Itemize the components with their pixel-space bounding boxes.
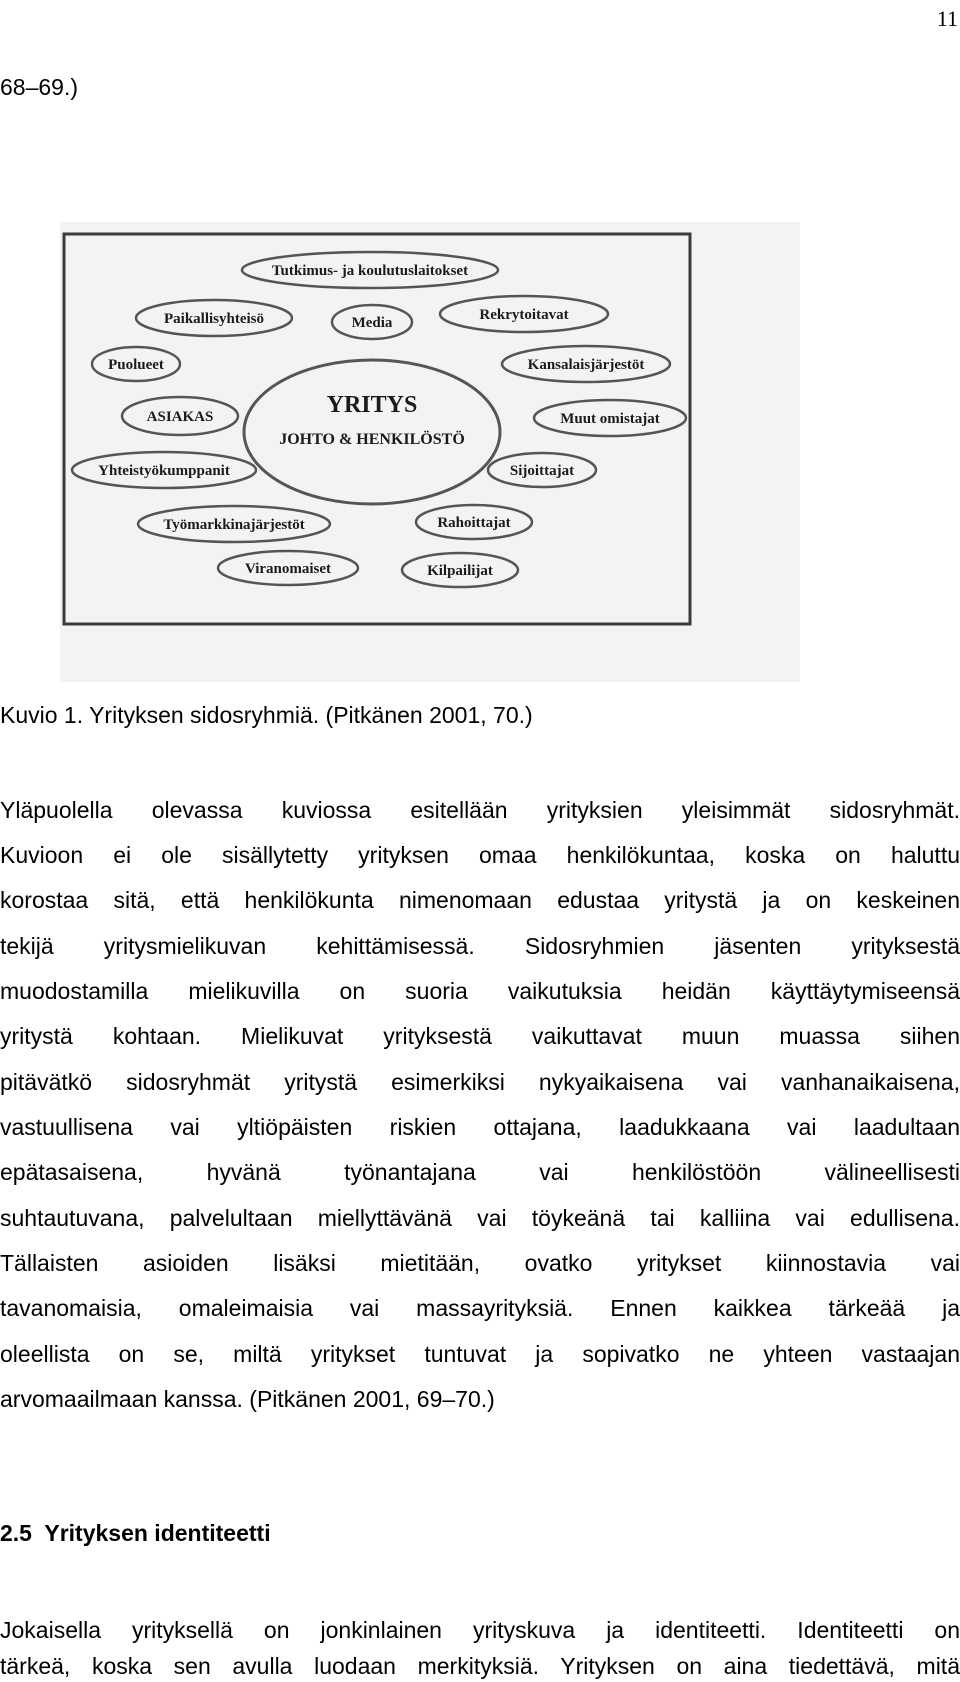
section-number: 2.5 (0, 1520, 32, 1546)
paragraph-line: vastuullisena vai yltiöpäisten riskien ottajana, laadukkaana vai laadultaan (0, 1114, 960, 1140)
center-title: YRITYS (326, 392, 418, 418)
label-competitors: Kilpailijat (427, 563, 493, 579)
center-subtitle: JOHTO & HENKILÖSTÖ (279, 431, 465, 448)
stakeholder-diagram (60, 222, 800, 682)
paragraph-line: Yläpuolella olevassa kuviossa esitellään yrityksien yleisimmät sidosryhmät. (0, 797, 960, 823)
label-labour-unions: Työmarkkinajärjestöt (163, 517, 305, 533)
paragraph-line: korostaa sitä, että henkilökunta nimenomaan edustaa yritystä ja on keskeinen (0, 887, 960, 913)
paragraph-line: muodostamilla mielikuvilla on suoria vaikutuksia heidän käyttäytymiseensä (0, 978, 960, 1004)
diagram-frame (64, 234, 690, 624)
label-media: Media (351, 315, 393, 331)
label-local-community: Paikallisyhteisö (163, 311, 265, 327)
top-fragment: 68–69.) (0, 74, 79, 100)
label-investors: Sijoittajat (509, 463, 575, 479)
label-research-institutes: Tutkimus- ja koulutuslaitokset (271, 263, 469, 279)
paragraph-line: suhtautuvana, palvelultaan miellyttävänä vai töykeänä tai kalliina vai edullisena. (0, 1205, 960, 1231)
paragraph-line: Jokaisella yrityksellä on jonkinlainen yrityskuva ja identiteetti. Identiteetti on (0, 1617, 960, 1643)
label-parties: Puolueet (108, 357, 164, 373)
figure-caption: Kuvio 1. Yrityksen sidosryhmiä. (Pitkänen 2001, 70.) (0, 702, 533, 728)
label-financiers: Rahoittajat (437, 515, 511, 531)
label-partners: Yhteistyökumppanit (98, 463, 230, 479)
paragraph-line: tärkeä, koska sen avulla luodaan merkityksiä. Yrityksen on aina tiedettävä, mitä (0, 1653, 960, 1679)
paragraph-line: pitävätkö sidosryhmät yritystä esimerkiksi nykyaikaisena vai vanhanaikaisena, (0, 1069, 960, 1095)
label-customer: ASIAKAS (146, 409, 214, 425)
section-title: Yrityksen identiteetti (44, 1520, 271, 1546)
label-ngos: Kansalaisjärjestöt (527, 357, 645, 373)
paragraph-line: Kuvioon ei ole sisällytetty yrityksen omaa henkilökuntaa, koska on haluttu (0, 842, 960, 868)
paragraph-line: yritystä kohtaan. Mielikuvat yrityksestä vaikuttavat muun muassa siihen (0, 1023, 960, 1049)
page-number: 11 (936, 6, 958, 31)
section-heading (0, 1518, 271, 1548)
label-other-owners: Muut omistajat (560, 411, 660, 427)
label-recruits: Rekrytoitavat (479, 307, 569, 323)
stakeholder-figure (60, 222, 800, 682)
paragraph-line: tavanomaisia, omaleimaisia vai massayrityksiä. Ennen kaikkea tärkeää ja (0, 1295, 960, 1321)
label-authorities: Viranomaiset (244, 561, 332, 577)
paragraph-line: Tällaisten asioiden lisäksi mietitään, ovatko yritykset kiinnostavia vai (0, 1250, 960, 1276)
paragraph-line: tekijä yritysmielikuvan kehittämisessä. Sidosryhmien jäsenten yrityksestä (0, 933, 960, 959)
paragraph-line: arvomaailmaan kanssa. (Pitkänen 2001, 69–70.) (0, 1386, 495, 1412)
paragraph-line: epätasaisena, hyvänä työnantajana vai henkilöstöön välineellisesti (0, 1159, 960, 1185)
paragraph-line: oleellista on se, miltä yritykset tuntuvat ja sopivatko ne yhteen vastaajan (0, 1341, 960, 1367)
